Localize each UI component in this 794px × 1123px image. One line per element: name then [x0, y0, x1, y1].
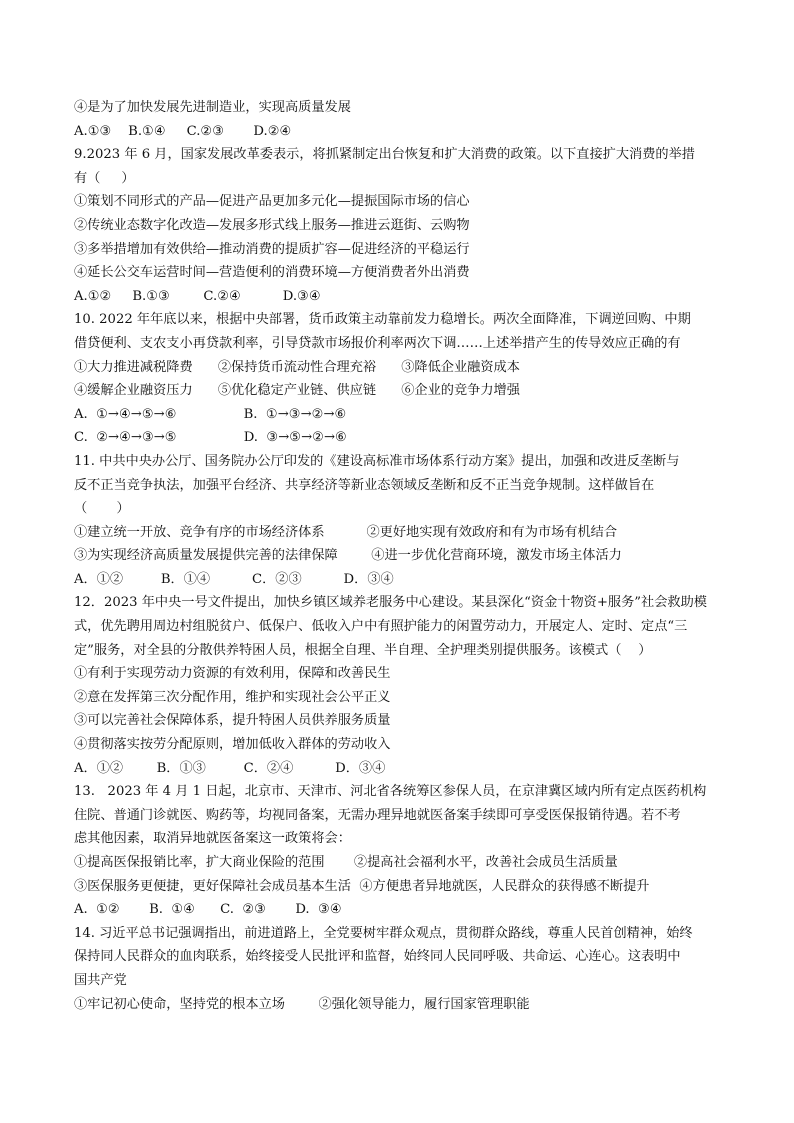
question-9-stem: 9.2023 年 6 月，国家发展改革委表示，将抓紧制定出台恢复和扩大消费的政策。以下直接扩大消费的举措 — [74, 147, 695, 163]
question-14-stem: 14. 习近平总书记强调指出，前进道路上，全党要树牢群众观点，贯彻群众路线，尊重人民首创精神，始终 — [74, 925, 693, 941]
option-line: ②意在发挥第三次分配作用，维护和实现社会公平正义 — [74, 689, 391, 705]
text-line: 定”服务，对全县的分散供养特困人员，根据全自理、半自理、全护理类别提供服务。该模式（ ） — [74, 642, 652, 658]
text-line: 保持同人民群众的血肉联系，始终接受人民批评和监督，始终同人民同呼吸、共命运、心连心。这表明中 — [74, 949, 681, 965]
option-line: ③医保服务更便捷，更好保障社会成员基本生活 ④方便患者异地就医，人民群众的获得感不断提升 — [74, 878, 650, 894]
text-line: （ ） — [74, 501, 130, 517]
option-line: ①牢记初心使命，坚持党的根本立场 ②强化领导能力，履行国家管理职能 — [74, 996, 530, 1012]
answer-options: A. ①② B. ①④ C. ②③ D. ③④ — [74, 902, 342, 918]
text-line: 借贷便利、支农支小再贷款利率，引导贷款市场报价利率两次下调……上述举措产生的传导效应正确的有 — [74, 335, 681, 351]
question-13-stem: 13. 2023 年 4 月 1 日起，北京市、天津市、河北省各统筹区参保人员，在京津冀区域内所有定点医药机构 — [74, 784, 707, 800]
question-10-stem: 10. 2022 年年底以来，根据中央部署，货币政策主动靠前发力稳增长。两次全面降准，下调逆回购、中期 — [74, 312, 691, 328]
answer-options: A．①② B．①③ C．②④ D．③④ — [74, 760, 386, 776]
text-line: 住院、普通门诊就医、购药等，均视同备案，无需办理异地就医备案手续即可享受医保报销待遇。若不考 — [74, 807, 681, 823]
text-line: 国共产党 — [74, 972, 127, 988]
option-line: ④贯彻落实按劳分配原则，增加低收入群体的劳动收入 — [74, 737, 391, 753]
question-12-stem: 12．2023 年中央一号文件提出，加快乡镇区域养老服务中心建设。某县深化“资金十物资+服务”社会救助模 — [74, 595, 707, 611]
option-line: ①有利于实现劳动力资源的有效利用，保障和改善民生 — [74, 666, 391, 682]
option-line: ④延长公交车运营时间—营造便利的消费环境—方便消费者外出消费 — [74, 265, 470, 281]
text-line: 有（ ） — [74, 170, 135, 186]
option-line: ①建立统一开放、竞争有序的市场经济体系 ②更好地实现有效政府和有为市场有机结合 — [74, 524, 618, 540]
option-line: ②传统业态数字化改造—发展多形式线上服务—推进云逛街、云购物 — [74, 217, 470, 233]
option-line: ①提高医保报销比率，扩大商业保险的范围 ②提高社会福利水平，改善社会成员生活质量 — [74, 855, 618, 870]
answer-options: A.①③ B.①④ C.②③ D.②④ — [74, 123, 292, 139]
document-body — [74, 96, 724, 1016]
text-line: 反不正当竞争执法，加强平台经济、共享经济等新业态领域反垄断和反不正当竞争规制。这样做旨在 — [74, 477, 655, 493]
option-line: ③可以完善社会保障体系，提升特困人员供养服务质量 — [74, 713, 391, 729]
option-line: ③多举措增加有效供给—推动消费的提质扩容—促进经济的平稳运行 — [74, 241, 470, 257]
answer-options: C. ②→④→③→⑤ D. ③→⑤→②→⑥ — [74, 430, 347, 446]
option-line: ①策划不同形式的产品—促进产品更加多元化—提振国际市场的信心 — [74, 194, 470, 210]
answer-options: A.①② B.①③ C.②④ D.③④ — [74, 288, 321, 304]
option-line: ①大力推进减税降费 ②保持货币流动性合理充裕 ③降低企业融资成本 — [74, 359, 520, 375]
text-line: ④是为了加快发展先进制造业，实现高质量发展 — [74, 100, 351, 115]
text-line: 式，优先聘用周边村组脱贫户、低保户、低收入户中有照护能力的闲置劳动力，开展定人、定时、定点“三 — [74, 619, 688, 635]
question-11-stem: 11. 中共中央办公厅、国务院办公厅印发的《建设高标准市场体系行动方案》提出，加强和改进反垄断与 — [74, 453, 680, 469]
option-line: ③为实现经济高质量发展提供完善的法律保障 ④进一步优化营商环境，激发市场主体活力 — [74, 548, 622, 564]
answer-options: A. ①→④→⑤→⑥ B. ①→③→②→⑥ — [74, 406, 347, 422]
option-line: ④缓解企业融资压力 ⑤优化稳定产业链、供应链 ⑥企业的竞争力增强 — [74, 383, 520, 399]
answer-options: A．①② B．①④ C．②③ D．③④ — [74, 571, 394, 587]
text-line: 虑其他因素，取消异地就医备案这一政策将会： — [74, 831, 351, 847]
